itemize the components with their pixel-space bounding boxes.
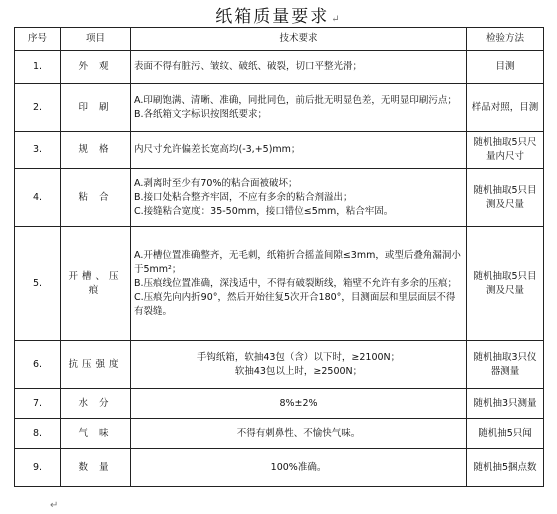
table-row: [15, 51, 544, 84]
row-requirement: 100%准确。: [131, 449, 467, 487]
row-item: 数 量: [61, 449, 131, 487]
row-item: 规 格: [61, 132, 131, 169]
table-row: [15, 419, 544, 449]
row-item: 气 味: [61, 419, 131, 449]
table-row: [15, 84, 544, 132]
row-number: 8.: [15, 419, 61, 449]
row-number: 9.: [15, 449, 61, 487]
row-requirement: A.开槽位置准确整齐，无毛刺，纸箱折合摇盖间隙≤3mm，或型后叠角漏洞小于5mm²； B.压痕线位置准确，深浅适中，不得有破裂断线，箱壁不允许有多余的压痕； C.压痕先向内折90°，然后开始往复5次开合180°，目测面层和里层面层不得有裂缝。: [131, 227, 467, 341]
row-requirement: 8%±2%: [131, 389, 467, 419]
table-header-row: [15, 28, 544, 51]
row-number: 2.: [15, 84, 61, 132]
row-item: 抗压强度: [61, 341, 131, 389]
row-requirement: 手钩纸箱，软抽43包（含）以下时，≥2100N； 软抽43包以上时，≥2500N；: [131, 341, 467, 389]
table-row: [15, 449, 544, 487]
table-row: [15, 389, 544, 419]
row-number: 5.: [15, 227, 61, 341]
paragraph-mark-icon: ↵: [331, 14, 342, 25]
row-item: 外 观: [61, 51, 131, 84]
row-item: 水 分: [61, 389, 131, 419]
header-requirement: 技术要求: [131, 28, 467, 51]
row-requirement: 不得有刺鼻性、不愉快气味。: [131, 419, 467, 449]
table-row: [15, 227, 544, 341]
header-item: 项目: [61, 28, 131, 51]
row-method: 随机抽取5只目测及尺量: [467, 169, 544, 227]
row-requirement: 内尺寸允许偏差长宽高均(-3,+5)mm；: [131, 132, 467, 169]
row-method: 目测: [467, 51, 544, 84]
row-method: 随机抽取5只尺量内尺寸: [467, 132, 544, 169]
table-row: [15, 341, 544, 389]
table-row: [15, 169, 544, 227]
row-item: 开槽、压痕: [61, 227, 131, 341]
row-requirement: A.剥离时至少有70%的粘合面被破坏； B.接口处粘合整齐牢固，不应有多余的粘合剂溢出； C.接缝粘合宽度：35-50mm，接口错位≤5mm，粘合牢固。: [131, 169, 467, 227]
document-title: 纸箱质量要求 ↵: [215, 7, 342, 27]
row-item: 粘 合: [61, 169, 131, 227]
row-number: 7.: [15, 389, 61, 419]
row-method: 随机抽5只闻: [467, 419, 544, 449]
row-item: 印 刷: [61, 84, 131, 132]
row-number: 3.: [15, 132, 61, 169]
row-number: 6.: [15, 341, 61, 389]
table-row: [15, 132, 544, 169]
row-method: 随机抽取5只目测及尺量: [467, 227, 544, 341]
row-requirement: A.印刷饱满、清晰、准确，同批同色，前后批无明显色差，无明显印刷污点； B.各纸箱文字标识按图纸要求；: [131, 84, 467, 132]
paragraph-mark-icon: ↵: [50, 500, 59, 511]
row-method: 随机抽5捆点数: [467, 449, 544, 487]
row-method: 样品对照，目测: [467, 84, 544, 132]
row-number: 1.: [15, 51, 61, 84]
row-method: 随机抽取3只仪器测量: [467, 341, 544, 389]
quality-table: [14, 27, 544, 487]
row-method: 随机抽3只测量: [467, 389, 544, 419]
header-method: 检验方法: [467, 28, 544, 51]
row-number: 4.: [15, 169, 61, 227]
row-requirement: 表面不得有脏污、皱纹、破纸、破裂，切口平整光滑；: [131, 51, 467, 84]
header-no: 序号: [15, 28, 61, 51]
